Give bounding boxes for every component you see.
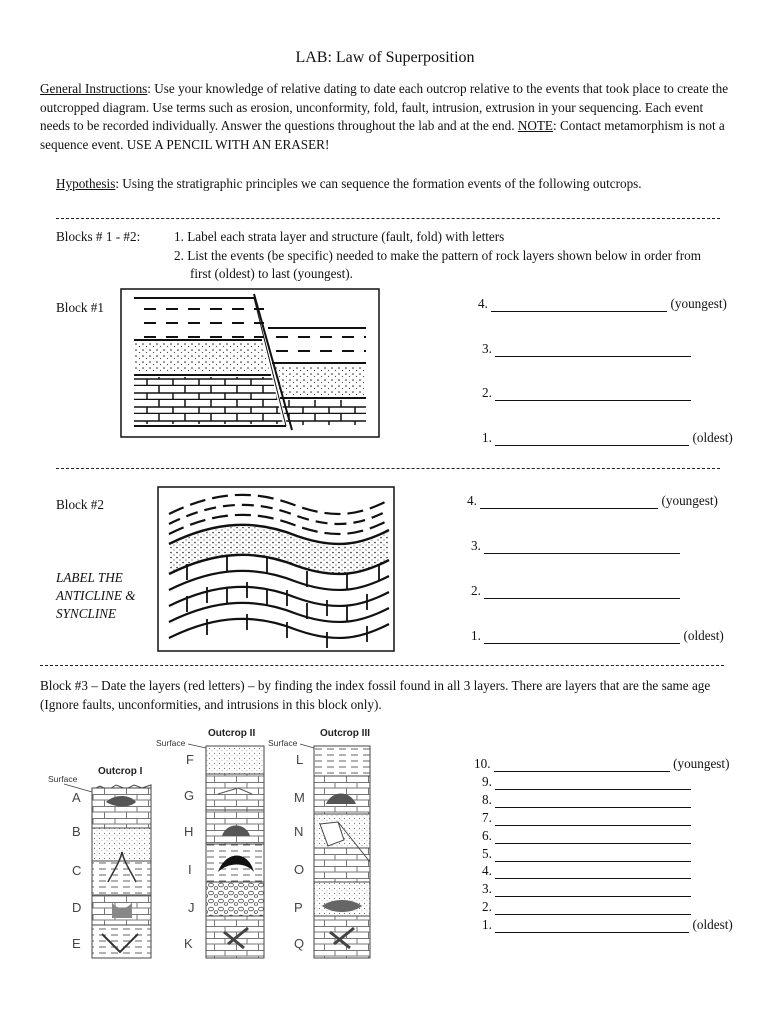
answer-line[interactable]: [495, 883, 691, 897]
answer-number: 6.: [482, 828, 492, 843]
blocks-step-1: 1. Label each strata layer and structure (fault, fold) with letters: [174, 229, 505, 244]
answer-number: 4.: [478, 296, 488, 311]
hypothesis-label: Hypothesis: [56, 176, 116, 191]
block1-answer-3: [482, 341, 691, 357]
layer-letter: M: [294, 790, 305, 805]
answer-line[interactable]: [491, 298, 667, 312]
answer-number: 4.: [482, 863, 492, 878]
answer-line[interactable]: [495, 812, 691, 826]
answer-number: 3.: [471, 538, 481, 553]
block3-answer-7: [482, 810, 691, 826]
page-title: LAB: Law of Superposition: [295, 49, 475, 66]
answer-number: 9.: [482, 774, 492, 789]
block3-instructions: Block #3 – Date the layers (red letters) – by finding the index fossil found in all 3 layers. There are layers that are the same age (Ignore faults, unconformities, and intrusions in this block only).: [40, 678, 711, 712]
answer-line[interactable]: [484, 585, 680, 599]
blocks-step-2-text: 2. List the events (be specific) needed to make the pattern of rock layers shown below in order from first (oldest) to last (youngest).: [174, 248, 701, 281]
layer-letter: I: [188, 862, 192, 877]
layer-letter: C: [72, 863, 82, 878]
block2-diagram: [157, 486, 395, 652]
outcrop3-title: Outcrop III: [320, 728, 370, 739]
answer-line[interactable]: [495, 432, 689, 446]
answer-line[interactable]: [495, 865, 691, 879]
answer-line[interactable]: [484, 540, 680, 554]
answer-line[interactable]: [495, 919, 689, 933]
layer-letter: H: [184, 824, 194, 839]
layer-letter: N: [294, 824, 304, 839]
block2-answer-4: [467, 493, 718, 509]
block2-answer-3: [471, 538, 680, 554]
answer-note: (oldest): [692, 917, 733, 932]
block2-answer-2: [471, 583, 680, 599]
answer-note: (oldest): [692, 430, 733, 445]
answer-line[interactable]: [495, 901, 691, 915]
answer-note: (youngest): [670, 296, 727, 311]
outcrop2-surface: Surface: [156, 738, 186, 748]
layer-letter: L: [296, 752, 304, 767]
note-text: : Contact metamorphism is not a sequence event. USE A PENCIL WITH AN ERASER!: [40, 118, 725, 152]
answer-number: 1.: [482, 917, 492, 932]
answer-line[interactable]: [495, 830, 691, 844]
answer-line[interactable]: [495, 343, 691, 357]
answer-number: 2.: [482, 385, 492, 400]
answer-number: 1.: [482, 430, 492, 445]
hypothesis-text: : Using the stratigraphic principles we can sequence the formation events of the following outcrops.: [115, 176, 642, 191]
blocks-label: Blocks # 1 - #2:: [56, 229, 141, 244]
outcrop3-surface: Surface: [268, 738, 298, 748]
general-instructions: [40, 80, 730, 154]
layer-letter: Q: [294, 936, 305, 951]
answer-number: 2.: [471, 583, 481, 598]
answer-note: (youngest): [661, 493, 718, 508]
answer-number: 1.: [471, 628, 481, 643]
answer-number: 3.: [482, 881, 492, 896]
layer-letter: J: [188, 900, 195, 915]
answer-note: (youngest): [673, 756, 730, 771]
answer-line[interactable]: [495, 387, 691, 401]
block3-answer-2: [482, 899, 691, 915]
answer-number: 10.: [474, 756, 491, 771]
layer-letter: O: [294, 862, 305, 877]
answer-number: 2.: [482, 899, 492, 914]
block1-label: Block #1: [56, 300, 104, 315]
block3-answer-8: [482, 792, 691, 808]
note-label: NOTE: [517, 118, 553, 133]
general-instructions-label: General Instructions: [40, 81, 148, 96]
answer-number: 7.: [482, 810, 492, 825]
answer-number: 5.: [482, 846, 492, 861]
block3-answer-3: [482, 881, 691, 897]
divider: [40, 665, 724, 666]
layer-letter: K: [184, 936, 193, 951]
block3-outcrops-diagram: [38, 722, 388, 970]
block3-answer-9: [482, 774, 691, 790]
block1-answer-1: [482, 430, 733, 446]
layer-letter: D: [72, 900, 82, 915]
layer-letter: B: [72, 824, 81, 839]
answer-line[interactable]: [494, 758, 670, 772]
layer-letter: F: [186, 752, 194, 767]
answer-number: 3.: [482, 341, 492, 356]
block2-label: Block #2: [56, 497, 104, 512]
layer-letter: P: [294, 900, 303, 915]
block3-answer-1: [482, 917, 733, 933]
divider: [56, 218, 720, 219]
blocks-step-2: [174, 247, 714, 283]
answer-number: 8.: [482, 792, 492, 807]
answer-number: 4.: [467, 493, 477, 508]
block3-answer-4: [482, 863, 691, 879]
answer-line[interactable]: [495, 848, 691, 862]
block1-answer-4: [478, 296, 727, 312]
answer-line[interactable]: [495, 776, 691, 790]
answer-line[interactable]: [495, 794, 691, 808]
outcrop2-title: Outcrop II: [208, 728, 256, 739]
block2-instruction: LABEL THE ANTICLINE & SYNCLINE: [56, 570, 136, 621]
block2-answer-1: [471, 628, 724, 644]
layer-letter: A: [72, 790, 81, 805]
block3-answer-10: [474, 756, 729, 772]
block1-diagram: [120, 288, 380, 438]
answer-line[interactable]: [480, 495, 658, 509]
block1-answer-2: [482, 385, 691, 401]
block3-answer-6: [482, 828, 691, 844]
answer-note: (oldest): [683, 628, 724, 643]
layer-letter: E: [72, 936, 81, 951]
divider: [56, 468, 720, 469]
answer-line[interactable]: [484, 630, 680, 644]
outcrop1-surface: Surface: [48, 774, 78, 784]
hypothesis: [56, 175, 716, 194]
general-instructions-text: : Use your knowledge of relative dating to date each outcrop relative to the events that took place to create the outcropped diagram. Use terms such as erosion, unconformity, fold, fault, intrusion, extrusion in your sequencing. Each event needs to be recorded individually. Answer the questions throughout the lab and at the end.: [40, 81, 729, 133]
layer-letter: G: [184, 788, 195, 803]
outcrop1-title: Outcrop I: [98, 766, 143, 777]
block3-answer-5: [482, 846, 691, 862]
